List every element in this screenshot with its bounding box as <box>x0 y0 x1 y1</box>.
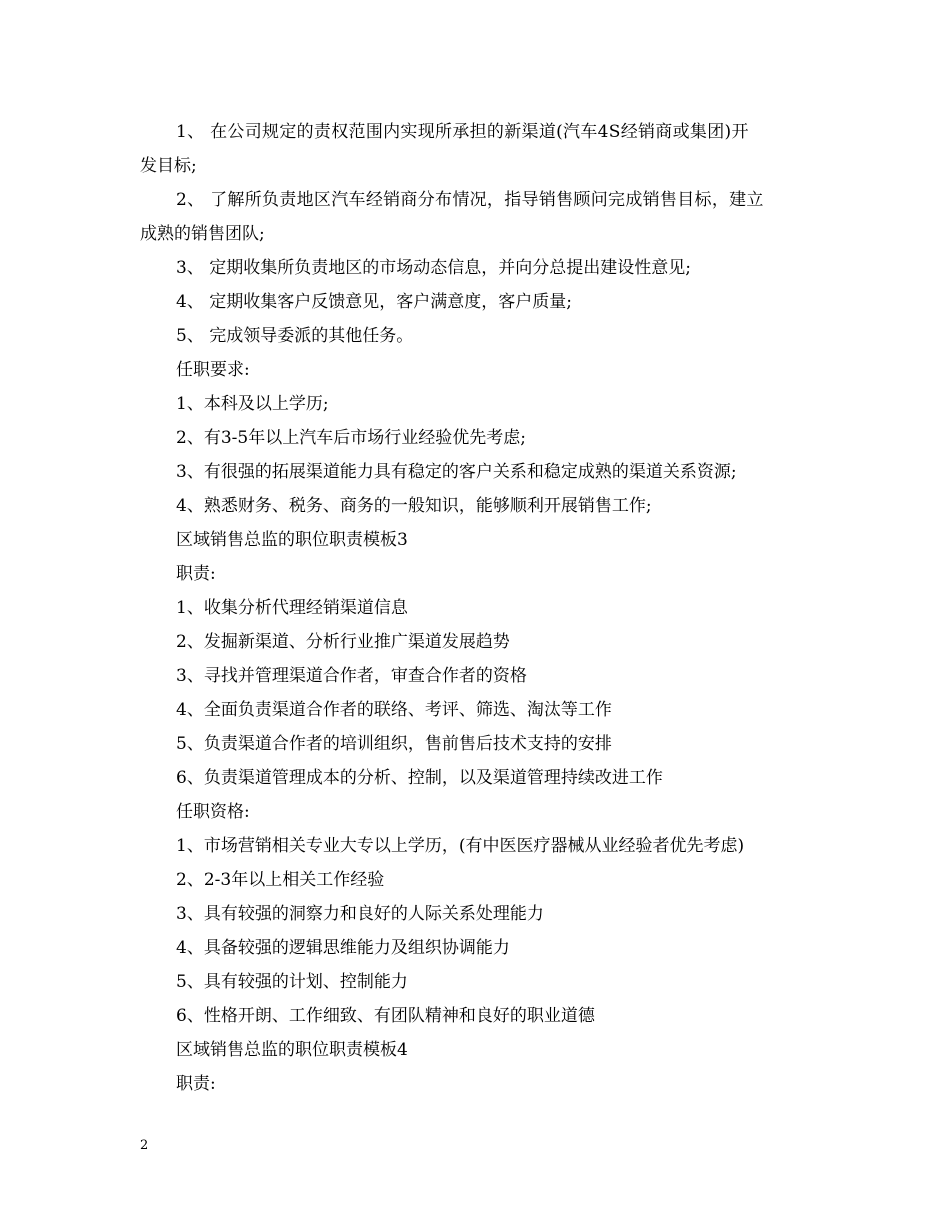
qualifications-heading: 任职资格: <box>176 802 250 822</box>
qualification-item-6: 6、性格开朗、工作细致、有团队精神和良好的职业道德 <box>176 1006 595 1026</box>
qualification-item-4: 4、具备较强的逻辑思维能力及组织协调能力 <box>176 938 510 958</box>
template-3-duty-5: 5、负责渠道合作者的培训组织，售前售后技术支持的安排 <box>176 734 612 754</box>
duty-item-4: 4、 定期收集客户反馈意见，客户满意度，客户质量; <box>176 292 572 312</box>
template-4-title: 区域销售总监的职位职责模板4 <box>176 1040 408 1060</box>
qualification-item-5: 5、具有较强的计划、控制能力 <box>176 972 408 992</box>
template-3-duties-heading: 职责: <box>176 564 216 584</box>
requirement-item-2: 2、有3-5年以上汽车后市场行业经验优先考虑; <box>176 428 526 448</box>
template-3-duty-2: 2、发掘新渠道、分析行业推广渠道发展趋势 <box>176 632 510 652</box>
duty-item-3: 3、 定期收集所负责地区的市场动态信息，并向分总提出建设性意见; <box>176 258 691 278</box>
duty-item-1-line-2: 发目标; <box>140 156 197 176</box>
qualification-item-2: 2、2-3年以上相关工作经验 <box>176 870 385 890</box>
duty-item-5: 5、 完成领导委派的其他任务。 <box>176 326 414 346</box>
duty-item-2-line-2: 成熟的销售团队; <box>140 224 265 244</box>
template-3-duty-6: 6、负责渠道管理成本的分析、控制，以及渠道管理持续改进工作 <box>176 768 663 788</box>
requirement-item-3: 3、有很强的拓展渠道能力具有稳定的客户关系和稳定成熟的渠道关系资源; <box>176 462 737 482</box>
template-4-duties-heading: 职责: <box>176 1074 216 1094</box>
qualification-item-1: 1、市场营销相关专业大专以上学历，(有中医医疗器械从业经验者优先考虑) <box>176 836 745 856</box>
page-number: 2 <box>140 1138 149 1153</box>
requirement-item-1: 1、本科及以上学历; <box>176 394 329 414</box>
qualification-item-3: 3、具有较强的洞察力和良好的人际关系处理能力 <box>176 904 544 924</box>
requirements-heading: 任职要求: <box>176 360 250 380</box>
requirement-item-4: 4、熟悉财务、税务、商务的一般知识，能够顺利开展销售工作; <box>176 496 652 516</box>
template-3-duty-1: 1、收集分析代理经销渠道信息 <box>176 598 408 618</box>
duty-item-1-line-1: 1、 在公司规定的责权范围内实现所承担的新渠道(汽车4S经销商或集团)开 <box>176 122 749 142</box>
template-3-duty-3: 3、寻找并管理渠道合作者，审查合作者的资格 <box>176 666 527 686</box>
template-3-title: 区域销售总监的职位职责模板3 <box>176 530 408 550</box>
duty-item-2-line-1: 2、 了解所负责地区汽车经销商分布情况，指导销售顾问完成销售目标，建立 <box>176 190 764 210</box>
template-3-duty-4: 4、全面负责渠道合作者的联络、考评、筛选、淘汰等工作 <box>176 700 612 720</box>
